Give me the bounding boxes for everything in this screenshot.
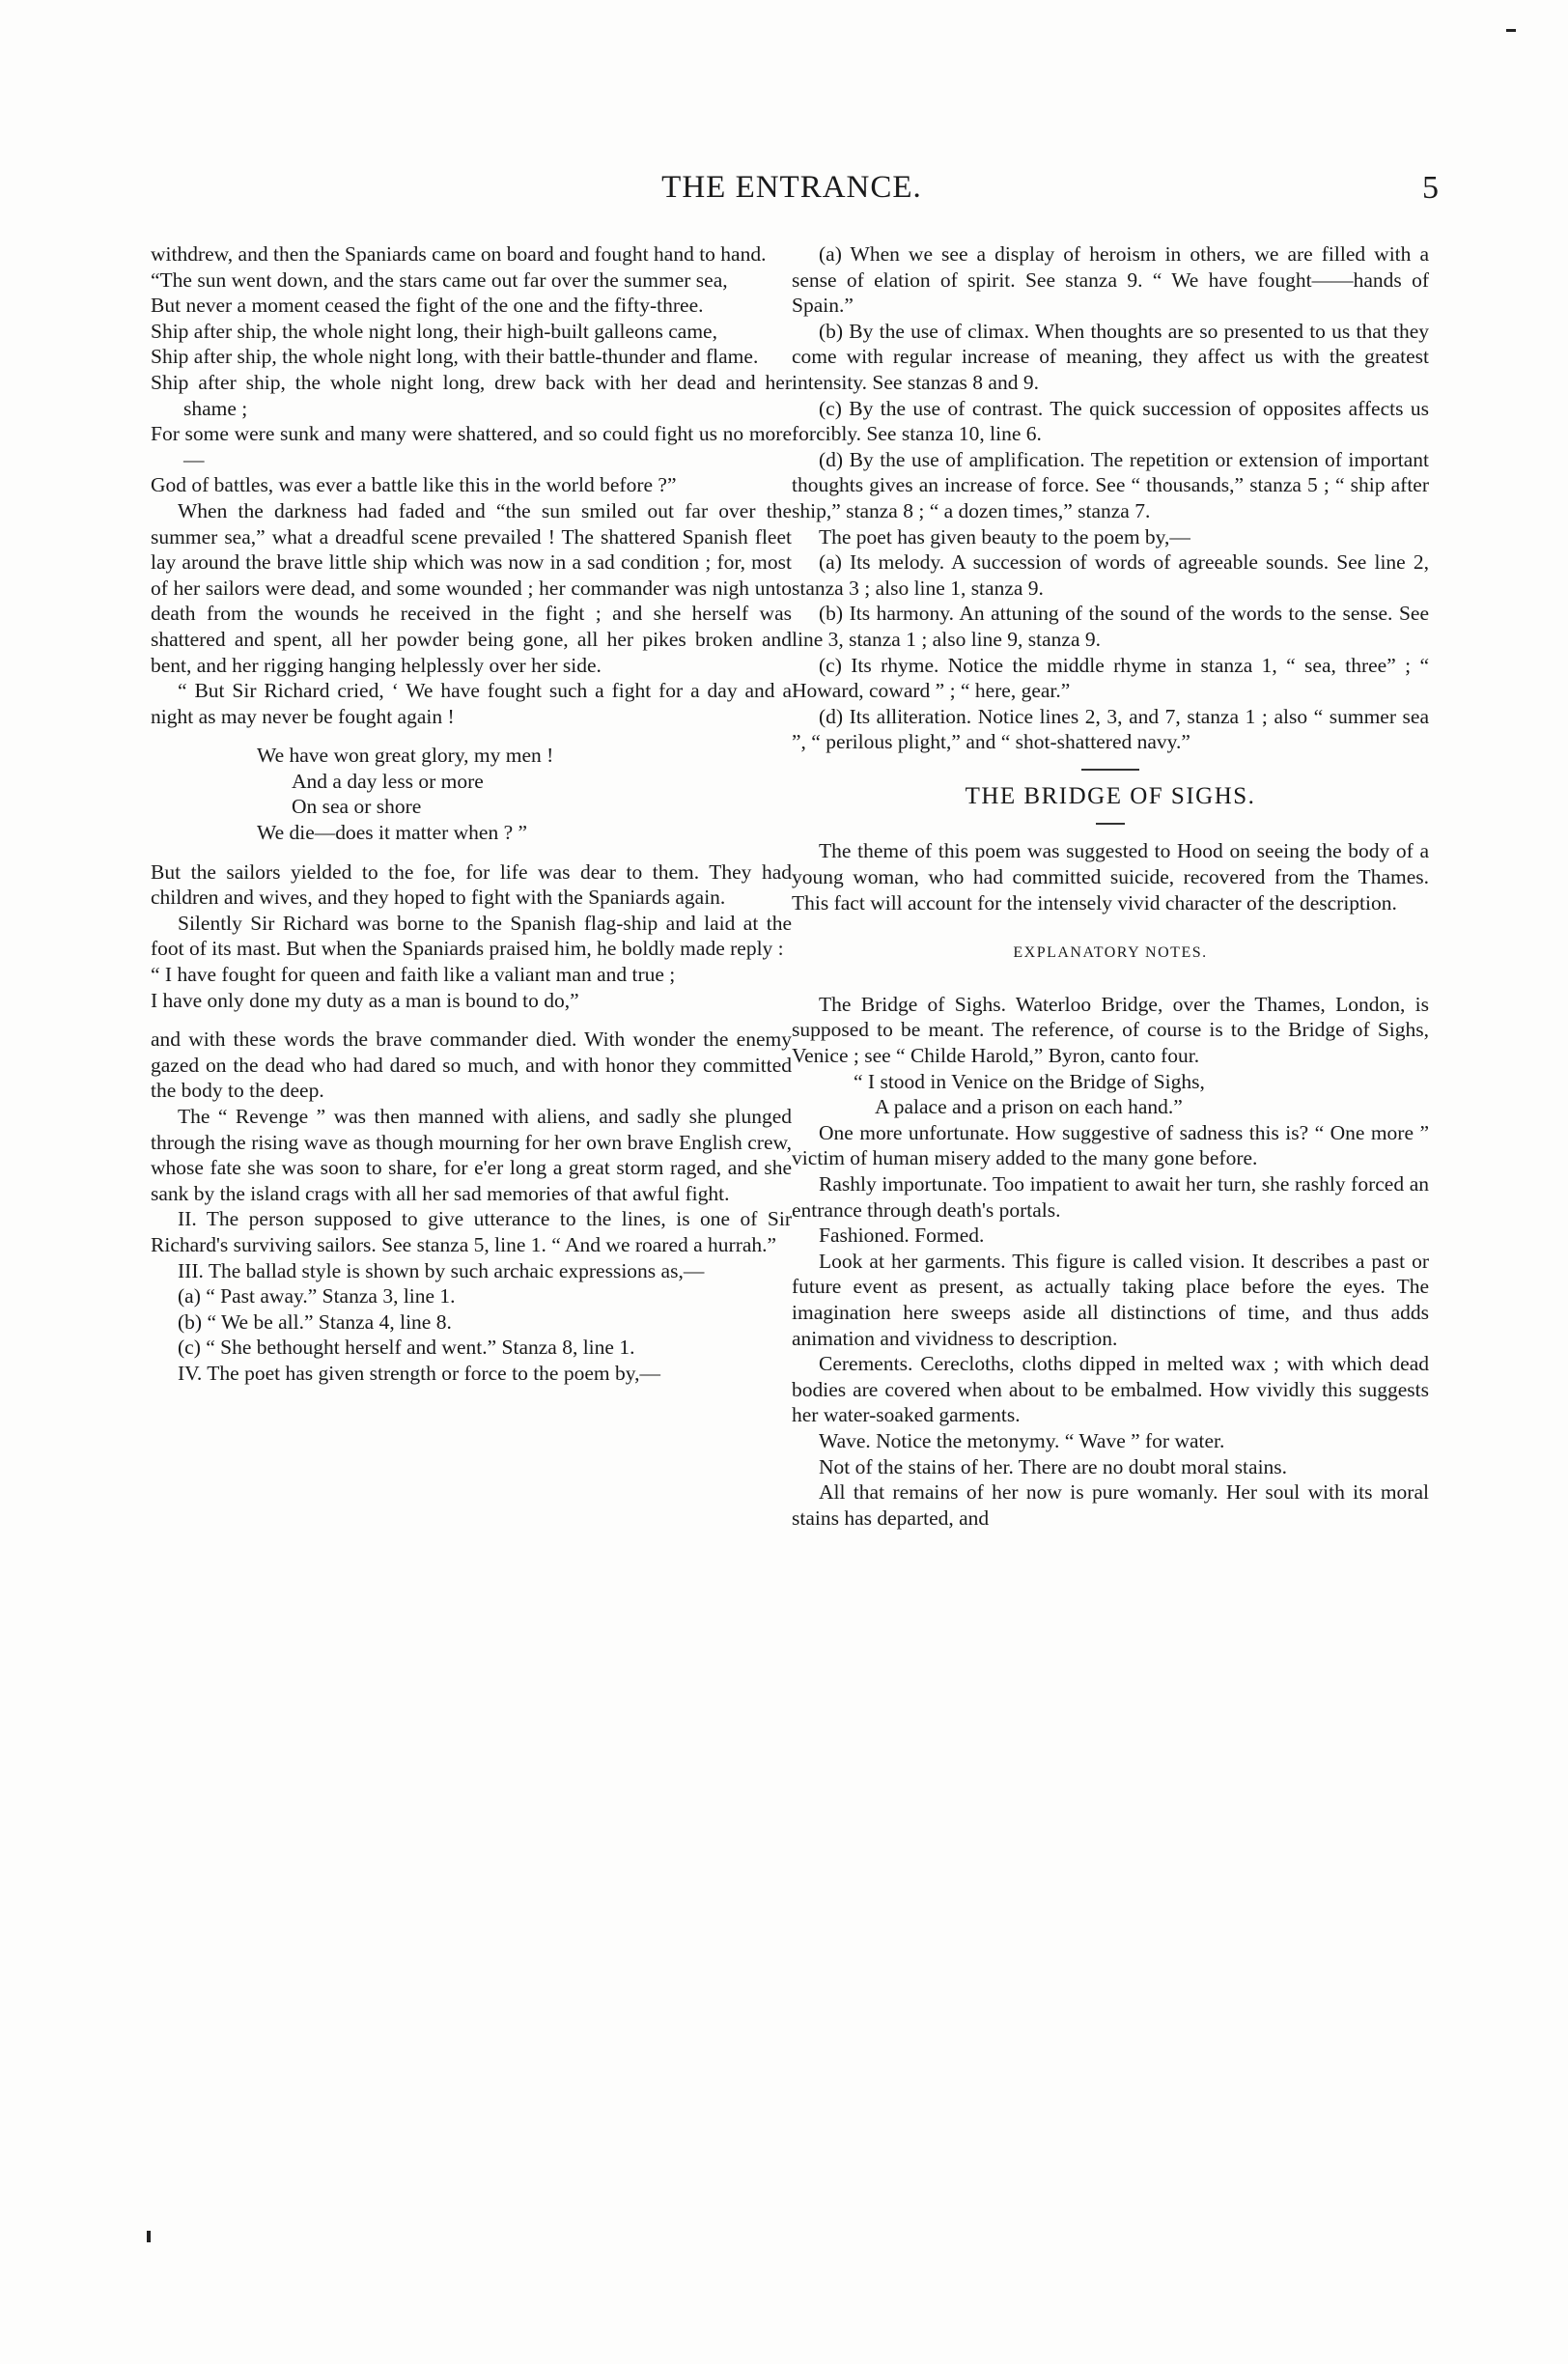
- running-title: THE ENTRANCE.: [661, 170, 922, 205]
- note: Look at her garments. This figure is called vision. It describes a past or future event as present, as actually taking place before the eyes. The imagination here sweeps aside all distinctions of time, and thus adds animation and vividness to description.: [792, 1249, 1429, 1350]
- spacer: [792, 771, 1429, 784]
- paragraph: and with these words the brave commander died. With wonder the enemy gazed on the dead who had dared so much, and with honor they committed the body to the deep.: [151, 1027, 792, 1103]
- verse-quote: [792, 1069, 1429, 1120]
- verse-line: We die—does it matter when ? ”: [257, 821, 528, 845]
- paragraph: The theme of this poem was suggested to Hood on seeing the body of a young woman, who had committed suicide, recovered from the Thames. This fact will account for the intensely vivid character of the description.: [792, 839, 1429, 915]
- verse-line: “ I stood in Venice on the Bridge of Sighs,: [854, 1069, 1205, 1093]
- left-column: [151, 241, 792, 1387]
- spacer: [151, 1013, 792, 1027]
- spacer: [792, 825, 1429, 838]
- paragraph: III. The ballad style is shown by such archaic expressions as,—: [178, 1258, 705, 1282]
- page-speck: [1506, 29, 1516, 32]
- page-header: [145, 170, 1439, 218]
- spacer: [792, 967, 1429, 992]
- spacer: [151, 846, 792, 859]
- paragraph: (d) Its alliteration. Notice lines 2, 3, and 7, stanza 1 ; also “ summer sea ”, “ perilous plight,” and “ shot-shattered navy.”: [792, 704, 1429, 754]
- spacer: [792, 915, 1429, 941]
- verse-line: And a day less or more: [292, 769, 484, 793]
- page-number: 5: [1422, 170, 1439, 206]
- poem-line: Ship after ship, the whole night long, with their battle-thunder and flame.: [151, 345, 759, 369]
- paragraph: But the sailors yielded to the foe, for life was dear to them. They had children and wives, and they hoped to fight with the Spaniards again.: [151, 859, 792, 910]
- paragraph: II. The person supposed to give utterance to the lines, is one of Sir Richard's surviving sailors. See stanza 5, line 1. “ And we roared a hurrah.”: [151, 1207, 792, 1256]
- note: One more unfortunate. How suggestive of sadness this is? “ One more ” victim of human misery added to the many gone before.: [792, 1120, 1429, 1170]
- note: Fashioned. Formed.: [819, 1224, 985, 1248]
- paragraph: (b) Its harmony. An attuning of the sound of the words to the sense. See line 3, stanza 1 ; also line 9, stanza 9.: [792, 602, 1429, 651]
- spacer: [792, 755, 1429, 769]
- note: Cerements. Cerecloths, cloths dipped in melted wax ; with which dead bodies are covered when about to be embalmed. How vividly this suggests her water-soaked garments.: [792, 1352, 1429, 1427]
- paragraph: (c) By the use of contrast. The quick succession of opposites affects us forcibly. See stanza 10, line 6.: [792, 396, 1429, 446]
- paragraph: Silently Sir Richard was borne to the Spanish flag-ship and laid at the foot of its mast. But when the Spaniards praised him, he boldly made reply :: [151, 911, 792, 961]
- paragraph: IV. The poet has given strength or force to the poem by,—: [178, 1361, 660, 1385]
- section-title: THE BRIDGE OF SIGHS.: [965, 782, 1256, 809]
- verse-line: On sea or shore: [292, 795, 422, 819]
- poem-line: “The sun went down, and the stars came out far over the summer sea,: [151, 267, 728, 292]
- poem-line: Ship after ship, the whole night long, their high-built galleons came,: [151, 319, 717, 343]
- poem-line: But never a moment ceased the fight of the one and the fifty-three.: [151, 294, 704, 318]
- right-column: [792, 241, 1429, 1531]
- paragraph: (a) When we see a display of heroism in others, we are filled with a sense of elation of spirit. See stanza 9. “ We have fought——hands of Spain.”: [792, 242, 1429, 318]
- note: The Bridge of Sighs. Waterloo Bridge, over the Thames, London, is supposed to be meant. The reference, of course is to the Bridge of Sighs, Venice ; see “ Childe Harold,” Byron, canto four.: [792, 992, 1429, 1068]
- paragraph: (c) Its rhyme. Notice the middle rhyme in stanza 1, “ sea, three” ; “ Howard, coward ” ; “ here, gear.”: [792, 653, 1429, 703]
- list-item: (a) “ Past away.” Stanza 3, line 1.: [178, 1284, 456, 1309]
- poem-line: God of battles, was ever a battle like this in the world before ?”: [151, 473, 677, 497]
- paragraph: “ But Sir Richard cried, ‘ We have fought such a fight for a day and a night as may never be fought again !: [151, 679, 792, 728]
- verse-line: We have won great glory, my men !: [257, 744, 554, 768]
- paragraph: The “ Revenge ” was then manned with aliens, and sadly she plunged through the rising wave as though mourning for her own brave English crew, whose fate she was soon to share, for e'er long a great storm raged, and she sank by the island crags with all her sad memories of that awful fight.: [151, 1105, 792, 1205]
- poem-line: Ship after ship, the whole night long, drew back with her dead and her shame ;: [151, 370, 792, 420]
- list-item: (c) “ She bethought herself and went.” Stanza 8, line 1.: [178, 1336, 635, 1360]
- paragraph: (d) By the use of amplification. The repetition or extension of important thoughts gives an increase of force. See “ thousands,” stanza 5 ; “ ship after ship,” stanza 8 ; “ a dozen times,” stanza 7.: [792, 447, 1429, 522]
- paragraph: When the darkness had faded and “the sun smiled out far over the summer sea,” what a dreadful scene prevailed ! The shattered Spanish fleet lay around the brave little ship which was now in a sad condition ; for, most of her sailors were dead, and some wounded ; her commander was nigh unto death from the wounds he received in the fight ; and she herself was shattered and spent, all her powder being gone, all her pikes broken and bent, and her rigging hanging helplessly over her side.: [151, 498, 792, 677]
- page-speck: [147, 2231, 151, 2242]
- verse-line: A palace and a prison on each hand.”: [875, 1095, 1183, 1119]
- paragraph: (b) By the use of climax. When thoughts are so presented to us that they come with regular increase of meaning, they affect us with the greatest intensity. See stanzas 8 and 9.: [792, 319, 1429, 394]
- notes-title: EXPLANATORY NOTES.: [1013, 944, 1208, 962]
- list-item: (b) “ We be all.” Stanza 4, line 8.: [178, 1309, 452, 1334]
- paragraph: (a) Its melody. A succession of words of agreeable sounds. See line 2, stanza 3 ; also line 1, stanza 9.: [792, 550, 1429, 600]
- poem-line: I have only done my duty as a man is bound to do,”: [151, 988, 579, 1012]
- note: All that remains of her now is pure womanly. Her soul with its moral stains has departed, and: [792, 1480, 1429, 1530]
- note: Wave. Notice the metonymy. “ Wave ” for water.: [819, 1428, 1225, 1452]
- paragraph: The poet has given beauty to the poem by,—: [819, 524, 1190, 549]
- poem-line: For some were sunk and many were shattered, and so could fight us no more—: [151, 422, 792, 471]
- verse-quote: [151, 743, 792, 845]
- note: Rashly importunate. Too impatient to await her turn, she rashly forced an entrance through death's portals.: [792, 1172, 1429, 1222]
- poem-line: “ I have fought for queen and faith like a valiant man and true ;: [151, 963, 676, 987]
- paragraph: withdrew, and then the Spaniards came on board and fought hand to hand.: [151, 242, 767, 266]
- spacer: [151, 729, 792, 743]
- spacer: [792, 809, 1429, 823]
- note: Not of the stains of her. There are no doubt moral stains.: [819, 1454, 1288, 1478]
